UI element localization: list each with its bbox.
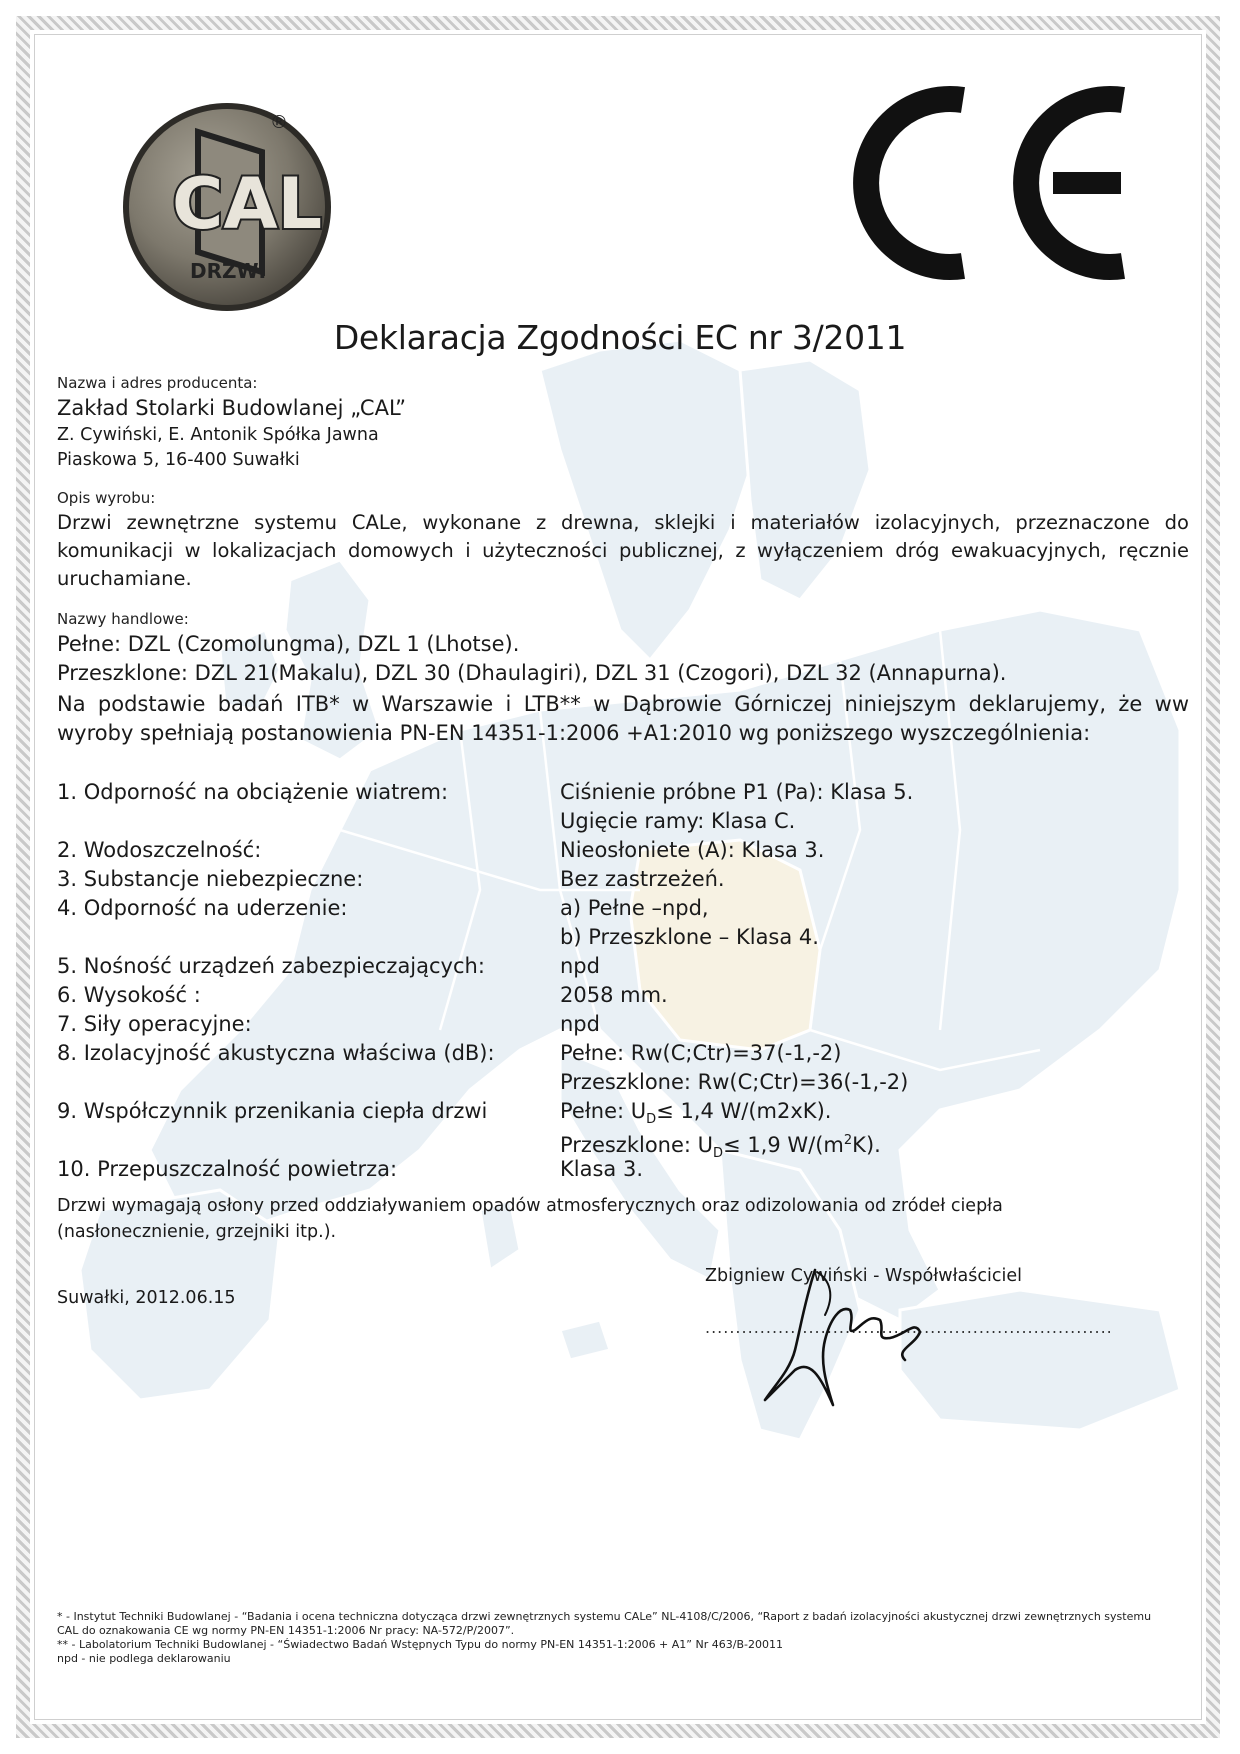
spec-name: 2. Wodoszczelność: xyxy=(57,838,262,862)
cal-drzwi-logo-icon xyxy=(120,100,334,314)
registered-mark: ® xyxy=(270,112,288,133)
footnotes xyxy=(57,1610,1167,1666)
u-subscript: D xyxy=(713,1146,724,1162)
spec-value: Bez zastrzeżeń. xyxy=(560,867,725,891)
logo-text: CAL xyxy=(172,163,323,245)
spec-value: Nieosłoniete (A): Klasa 3. xyxy=(560,838,825,862)
spec-value: npd xyxy=(560,954,600,978)
signatory-name: Zbigniew Cywiński - Współwłaściciel xyxy=(705,1266,1022,1286)
u-value: ≤ 1,9 W/(m xyxy=(723,1133,844,1157)
spec-value: Pełne: Rw(C;Ctr)=37(-1,-2) xyxy=(560,1041,842,1065)
signature-line: ................................................................... xyxy=(705,1318,1113,1337)
spec-name: 3. Substancje niebezpieczne: xyxy=(57,867,364,891)
spec-value: 2058 mm. xyxy=(560,983,668,1007)
spec-name: 10. Przepuszczalność powietrza: xyxy=(57,1157,398,1181)
u-subscript: D xyxy=(646,1112,657,1128)
producer-address: Piaskowa 5, 16-400 Suwałki xyxy=(57,450,300,470)
spec-value: Przeszklone: Rw(C;Ctr)=36(-1,-2) xyxy=(560,1070,909,1094)
spec-value: Ciśnienie próbne P1 (Pa): Klasa 5. xyxy=(560,780,914,804)
spec-value: Ugięcie ramy: Klasa C. xyxy=(560,809,796,833)
footnote-ltb: ** - Labolatorium Techniki Budowlanej - “Świadectwo Badań Wstępnych Typu do normy PN-EN 14351-1:2006 + A1” Nr 463/B-20011 xyxy=(57,1638,783,1651)
place-date: Suwałki, 2012.06.15 xyxy=(57,1288,236,1308)
u-label: Przeszklone: U xyxy=(560,1133,714,1157)
spec-value: Klasa 3. xyxy=(560,1157,643,1181)
u-superscript: 2 xyxy=(843,1133,853,1148)
spec-value: npd xyxy=(560,1012,600,1036)
page-title: Deklaracja Zgodności EC nr 3/2011 xyxy=(333,318,907,357)
spec-value: a) Pełne –npd, xyxy=(560,896,709,920)
ce-mark-icon xyxy=(838,78,1128,288)
spec-name: 9. Współczynnik przenikania ciepła drzwi xyxy=(57,1099,488,1123)
producer-name: Zakład Stolarki Budowlanej „CAL” xyxy=(57,396,407,420)
logo-subtext: DRZWI xyxy=(190,259,267,283)
producer-label: Nazwa i adres producenta: xyxy=(57,374,258,392)
u-value: ≤ 1,4 W/(m2xK). xyxy=(656,1099,832,1123)
declaration-text: Na podstawie badań ITB* w Warszawie i LTB** w Dąbrowie Górniczej niniejszym deklarujemy, że ww wyroby spełniają postanowienia PN-EN 14351-1:2006 +A1:2010 wg poniższego wyszczególnienia: xyxy=(57,692,1189,745)
product-label: Opis wyrobu: xyxy=(57,489,156,507)
spec-name: 5. Nośność urządzeń zabezpieczających: xyxy=(57,954,485,978)
spec-value: b) Przeszklone – Klasa 4. xyxy=(560,925,819,949)
trade-names-full: Pełne: DZL (Czomolungma), DZL 1 (Lhotse). xyxy=(57,632,520,656)
u-unit-end: K). xyxy=(852,1133,881,1157)
spec-name: 1. Odporność na obciążenie wiatrem: xyxy=(57,780,449,804)
handwritten-signature xyxy=(755,1260,925,1410)
spec-name: 4. Odporność na uderzenie: xyxy=(57,896,348,920)
product-description: Drzwi zewnętrzne systemu CALe, wykonane z drewna, sklejki i materiałów izolacyjnych, przeznaczone do komunikacji w lokalizacjach domowych i użyteczności publicznej, z wyłączeniem dróg ewakuacyjnych, ręcznie uruchamiane. xyxy=(57,511,1189,590)
trade-names-glazed: Przeszklone: DZL 21(Makalu), DZL 30 (Dhaulagiri), DZL 31 (Czogori), DZL 32 (Annapurna). xyxy=(57,661,1007,685)
spec-name: 7. Siły operacyjne: xyxy=(57,1012,252,1036)
producer-owners: Z. Cywiński, E. Antonik Spółka Jawna xyxy=(57,425,379,445)
spec-name: 6. Wysokość : xyxy=(57,983,201,1007)
trade-names-label: Nazwy handlowe: xyxy=(57,610,189,628)
footnote-itb: * - Instytut Techniki Budowlanej - “Badania i ocena techniczna dotycząca drzwi zewnętrznych systemu CALe” NL-4108/C/2006, “Raport z badań izolacyjności akustycznej drzwi zewnętrznych systemu CAL do oznakowania CE wg normy PN-EN 14351-1:2006 Nr pracy: NA-572/P/2007”. xyxy=(57,1610,1152,1637)
spec-name: 8. Izolacyjność akustyczna właściwa (dB): xyxy=(57,1041,495,1065)
protection-note: Drzwi wymagają osłony przed oddziaływaniem opadów atmosferycznych oraz odizolowania od zródeł ciepła (nasłonecznienie, grzejniki itp.). xyxy=(57,1196,1003,1242)
u-label: Pełne: U xyxy=(560,1099,647,1123)
footnote-npd: npd - nie podlega deklarowaniu xyxy=(57,1652,231,1665)
